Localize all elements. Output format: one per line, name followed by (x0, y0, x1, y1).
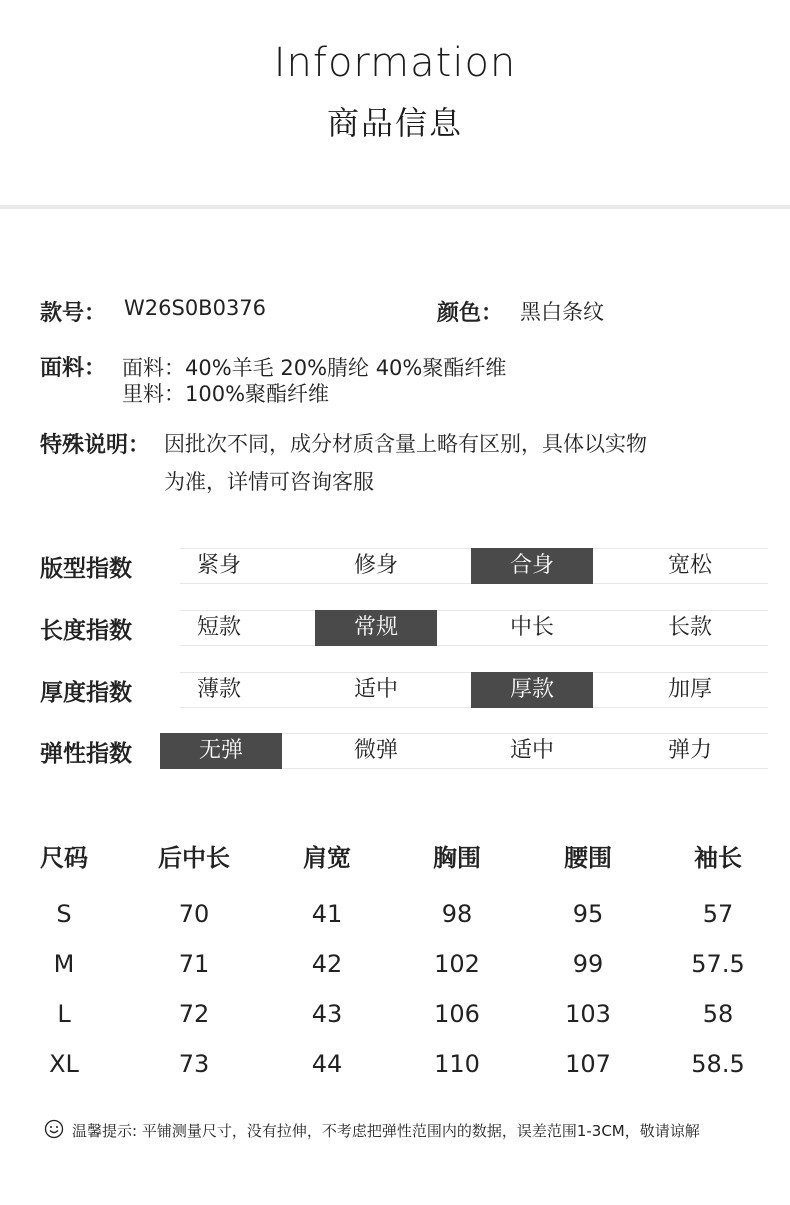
index-row-length (40, 610, 768, 646)
table-cell-size: S (56, 900, 72, 928)
index-option: 适中 (353, 677, 398, 702)
index-option: 短款 (196, 615, 241, 640)
index-label: 长度指数 (40, 618, 132, 644)
index-label: 版型指数 (40, 556, 132, 582)
table-header-cell: 腰围 (564, 844, 612, 872)
tip-text: 温馨提示: 平铺测量尺寸，没有拉伸，不考虑把弹性范围内的数据，误差范围1-3CM，敬请谅解 (72, 1122, 700, 1140)
index-label: 厚度指数 (40, 680, 132, 706)
fabric-lining: 里料：100%聚酯纤维 (122, 382, 330, 406)
table-cell: 71 (178, 950, 210, 978)
color-label: 颜色： (437, 301, 504, 326)
table-cell: 57.5 (691, 950, 745, 978)
table-cell: 103 (565, 1000, 611, 1028)
table-cell-size: XL (49, 1050, 79, 1078)
fabric-outer: 面料：40%羊毛 20%腈纶 40%聚酯纤维 (122, 356, 507, 380)
index-option: 修身 (353, 553, 398, 578)
color-value: 黑白条纹 (520, 300, 604, 324)
table-cell: 99 (572, 950, 604, 978)
index-row-fit (40, 548, 768, 584)
index-option: 加厚 (667, 677, 712, 702)
index-option: 微弹 (353, 738, 398, 763)
index-option: 弹力 (667, 738, 712, 763)
table-cell: 106 (434, 1000, 480, 1028)
index-option: 宽松 (667, 553, 712, 578)
smiley-icon (44, 1119, 64, 1139)
note-line-1: 因批次不同，成分材质含量上略有区别，具体以实物 (164, 432, 647, 456)
title-english: Information (273, 40, 517, 86)
style-no-label: 款号： (40, 301, 107, 326)
index-label: 弹性指数 (40, 741, 132, 767)
index-option-selected: 常规 (315, 610, 437, 646)
table-cell: 58.5 (691, 1050, 745, 1078)
note-label: 特殊说明： (40, 433, 151, 458)
table-header-cell: 后中长 (158, 844, 230, 872)
measurement-tip (44, 1118, 764, 1144)
table-cell: 95 (572, 900, 604, 928)
table-cell: 102 (434, 950, 480, 978)
index-option: 长款 (667, 615, 712, 640)
table-header-cell: 胸围 (433, 844, 481, 872)
table-cell: 110 (434, 1050, 480, 1078)
index-option: 中长 (509, 615, 554, 640)
table-header-cell: 袖长 (694, 844, 742, 872)
table-cell: 43 (311, 1000, 343, 1028)
table-cell: 58 (702, 1000, 734, 1028)
index-option-selected: 合身 (471, 548, 593, 584)
table-cell: 44 (311, 1050, 343, 1078)
table-cell: 57 (702, 900, 734, 928)
index-option: 紧身 (196, 553, 241, 578)
note-line-2: 为准，详情可咨询客服 (164, 470, 374, 494)
index-option: 适中 (509, 738, 554, 763)
index-option: 薄款 (196, 677, 241, 702)
header-divider (0, 205, 790, 209)
table-cell-size: M (53, 950, 75, 978)
table-cell: 42 (311, 950, 343, 978)
fabric-label: 面料： (40, 356, 107, 381)
table-cell: 41 (311, 900, 343, 928)
table-header-cell: 肩宽 (303, 844, 351, 872)
index-option-selected: 厚款 (471, 672, 593, 708)
table-cell-size: L (57, 1000, 71, 1028)
title-chinese: 商品信息 (326, 104, 463, 142)
index-option-selected: 无弹 (160, 733, 282, 769)
index-row-elasticity (40, 733, 768, 769)
table-cell: 73 (178, 1050, 210, 1078)
page-header (0, 0, 790, 205)
table-cell: 107 (565, 1050, 611, 1078)
table-cell: 70 (178, 900, 210, 928)
style-no-value: W26S0B0376 (124, 296, 267, 320)
table-header-cell: 尺码 (40, 844, 88, 872)
index-row-thickness (40, 672, 768, 708)
table-cell: 72 (178, 1000, 210, 1028)
table-cell: 98 (441, 900, 473, 928)
